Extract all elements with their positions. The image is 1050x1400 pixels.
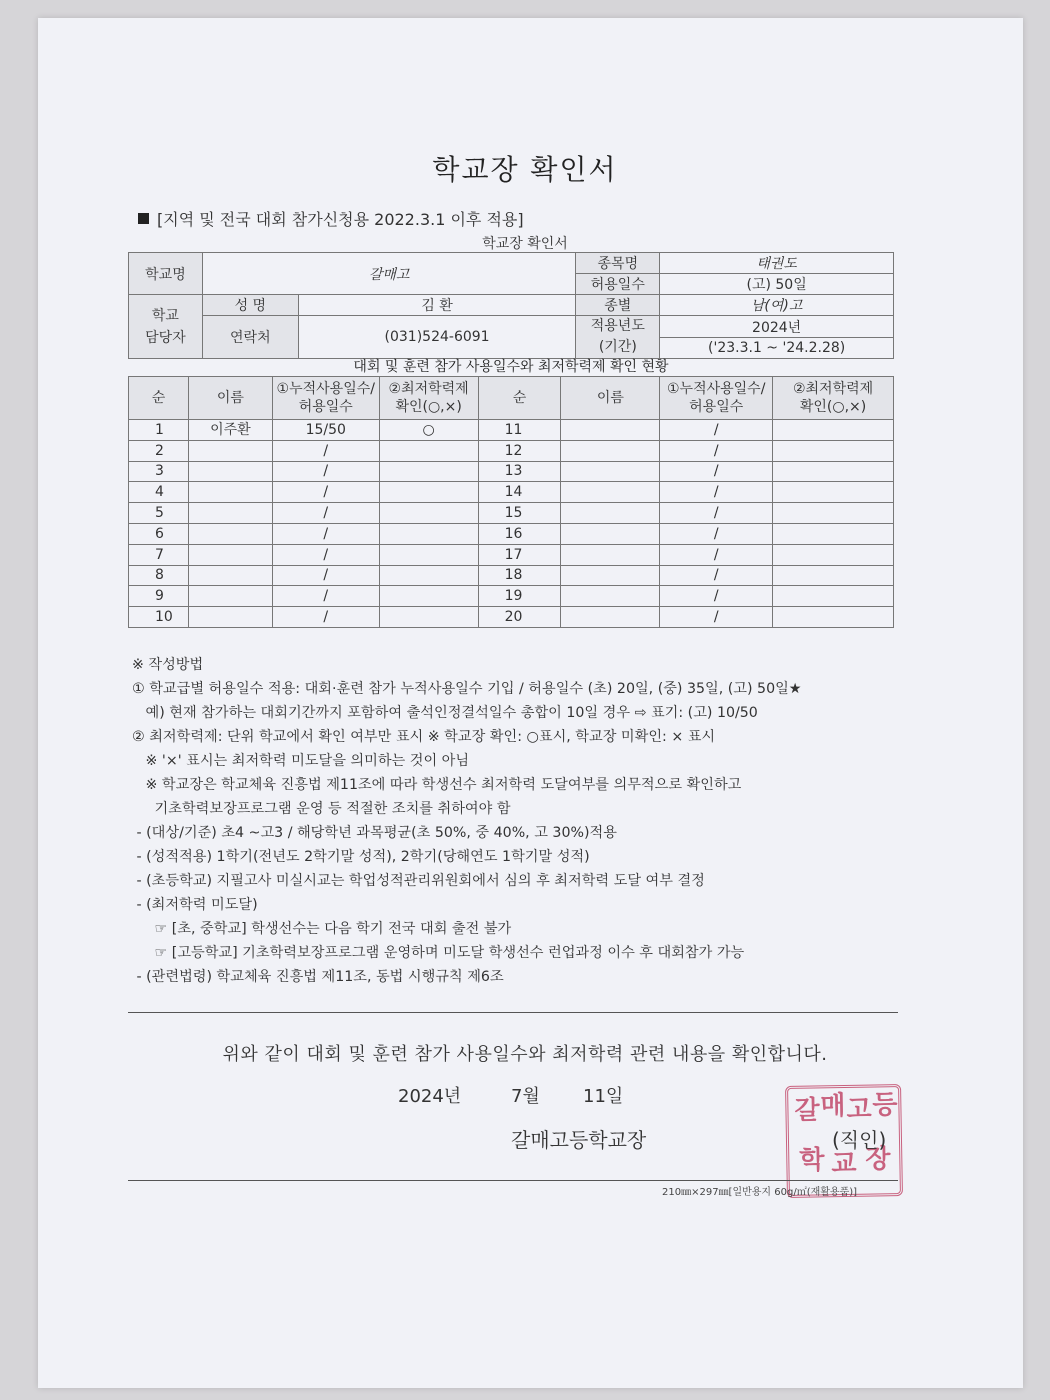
- row-days-2: /: [660, 565, 773, 586]
- instruction-line: 예) 현재 참가하는 대회기간까지 포함하여 출석인정결석일수 총합이 10일 경우 ⇨ 표기: (고) 10/50: [132, 705, 758, 721]
- row-days: /: [272, 523, 379, 544]
- table-row: [129, 565, 894, 586]
- row-number-2: 20: [478, 607, 561, 628]
- instruction-line: ☞ [고등학교] 기초학력보장프로그램 운영하며 미도달 학생선수 런업과정 이수 후 대회참가 가능: [132, 945, 745, 961]
- instruction-line: ☞ [초, 중학교] 학생선수는 다음 학기 전국 대회 출전 불가: [132, 921, 512, 937]
- row-days-2: /: [660, 440, 773, 461]
- confirmation-statement: 위와 같이 대회 및 훈련 참가 사용일수와 최저학력 관련 내용을 확인합니다.: [222, 1044, 828, 1065]
- row-name: [188, 586, 272, 607]
- row-min-grade-check-2: [773, 607, 894, 628]
- row-min-grade-check: [379, 503, 478, 524]
- row-name: [188, 461, 272, 482]
- table-row: [129, 420, 894, 441]
- row-min-grade-check-2: [773, 420, 894, 441]
- table-row: [129, 607, 894, 628]
- row-number-2: 17: [478, 544, 561, 565]
- row-min-grade-check: [379, 607, 478, 628]
- instruction-line: ※ '×' 표시는 최저학력 미도달을 의미하는 것이 아님: [132, 753, 470, 769]
- row-number-2: 18: [478, 565, 561, 586]
- header-name: 이름: [188, 377, 272, 420]
- sport-label: 종목명: [576, 253, 660, 274]
- row-name: [188, 544, 272, 565]
- instruction-line: 기초학력보장프로그램 운영 등 적절한 조치를 취하여야 함: [132, 801, 511, 817]
- instruction-line: ① 학교급별 허용일수 적용: 대회·훈련 참가 누적사용일수 기입 / 허용일수 (초) 20일, (중) 35일, (고) 50일★: [132, 681, 802, 697]
- row-min-grade-check-2: [773, 544, 894, 565]
- row-days: /: [272, 482, 379, 503]
- instruction-line: ② 최저학력제: 단위 학교에서 확인 여부만 표시 ※ 학교장 확인: ○표시, 학교장 미확인: × 표시: [132, 729, 716, 745]
- row-min-grade-check-2: [773, 461, 894, 482]
- row-name-2: [561, 420, 660, 441]
- row-days-2: /: [660, 503, 773, 524]
- header-no: 순: [129, 377, 189, 420]
- row-min-grade-check: [379, 440, 478, 461]
- row-min-grade-check-2: [773, 440, 894, 461]
- seal-glyph: 고: [846, 1094, 872, 1125]
- instruction-line: - (최저학력 미도달): [132, 897, 258, 913]
- allowed-days-label: 허용일수: [576, 274, 660, 295]
- row-number: 1: [129, 420, 189, 441]
- seal-glyph: 학: [799, 1145, 825, 1176]
- year-value: 2024년: [660, 316, 894, 338]
- name-value: 김 환: [298, 295, 576, 316]
- instruction-line: - (관련법령) 학교체육 진흥법 제11조, 동법 시행규칙 제6조: [132, 969, 504, 985]
- header-min-grade-2: [773, 377, 894, 420]
- year-label-line1: 적용년도: [590, 318, 645, 334]
- row-min-grade-check: [379, 544, 478, 565]
- table-row: [129, 440, 894, 461]
- row-number: 6: [129, 523, 189, 544]
- participation-status-table: [128, 376, 894, 628]
- row-number: 7: [129, 544, 189, 565]
- row-number: 4: [129, 482, 189, 503]
- row-name: [188, 523, 272, 544]
- row-days: 15/50: [272, 420, 379, 441]
- staff-label-line2: 담당자: [145, 329, 186, 346]
- header-min-grade: [379, 377, 478, 420]
- principal-title: 갈매고등학교장: [511, 1128, 647, 1152]
- instructions-section: [132, 653, 912, 989]
- row-number: 5: [129, 503, 189, 524]
- row-min-grade-check: [379, 482, 478, 503]
- date-day: 11일: [583, 1086, 624, 1107]
- header-cumulative-line1: ①누적사용일수/: [276, 381, 375, 397]
- row-days: /: [272, 607, 379, 628]
- row-min-grade-check-2: [773, 503, 894, 524]
- row-min-grade-check: [379, 565, 478, 586]
- row-days-2: /: [660, 420, 773, 441]
- table-row: [129, 503, 894, 524]
- table-row: [129, 586, 894, 607]
- row-days: /: [272, 440, 379, 461]
- school-value: 갈매고: [202, 253, 575, 295]
- document-title: 학교장 확인서: [432, 153, 618, 186]
- row-name-2: [561, 586, 660, 607]
- row-min-grade-check-2: [773, 523, 894, 544]
- instruction-line: - (성적적용) 1학기(전년도 2학기말 성적), 2학기(당해연도 1학기말 성적): [132, 849, 590, 865]
- header-cumulative-2-line1: ①누적사용일수/: [667, 381, 766, 397]
- row-name-2: [561, 544, 660, 565]
- staff-label-line1: 학교: [151, 307, 179, 324]
- instruction-line: ※ 작성방법: [132, 657, 204, 673]
- bottom-divider-line: [128, 1180, 898, 1181]
- row-name: [188, 440, 272, 461]
- row-days-2: /: [660, 482, 773, 503]
- row-min-grade-check-2: [773, 586, 894, 607]
- row-min-grade-check: [379, 523, 478, 544]
- row-number: 2: [129, 440, 189, 461]
- seal-glyph: 매: [820, 1090, 846, 1122]
- row-name-2: [561, 565, 660, 586]
- paper-spec: 210㎜×297㎜[일반용지 60g/㎡(재활용품)]: [662, 1187, 858, 1198]
- header-min-grade-line2: 확인(○,×): [395, 399, 462, 415]
- date-month: 7월: [511, 1086, 540, 1107]
- row-name-2: [561, 482, 660, 503]
- divider-line: [128, 1012, 898, 1013]
- header-min-grade-2-line1: ②최저학력제: [792, 381, 874, 397]
- row-days-2: /: [660, 586, 773, 607]
- row-min-grade-check: [379, 461, 478, 482]
- row-number: 9: [129, 586, 189, 607]
- header-cumulative-2-line2: 허용일수: [689, 399, 744, 415]
- instruction-line: - (초등학교) 지필고사 미실시교는 학업성적관리위원회에서 심의 후 최저학력 도달 여부 결정: [132, 873, 705, 889]
- row-number-2: 16: [478, 523, 561, 544]
- square-bullet-icon: [138, 213, 149, 224]
- row-min-grade-check-2: [773, 482, 894, 503]
- row-days: /: [272, 544, 379, 565]
- seal-glyph: 장: [865, 1144, 891, 1175]
- year-label-line2: (기간): [598, 339, 637, 355]
- row-name-2: [561, 607, 660, 628]
- seal-glyph: 교: [831, 1148, 857, 1180]
- row-number-2: 13: [478, 461, 561, 482]
- table-row: [129, 461, 894, 482]
- subtitle-text: [지역 및 전국 대회 참가신청용 2022.3.1 이후 적용]: [157, 210, 524, 229]
- row-days: /: [272, 503, 379, 524]
- seal-glyph: 등: [872, 1090, 898, 1121]
- table-header-row: [129, 377, 894, 420]
- row-days-2: /: [660, 544, 773, 565]
- row-name-2: [561, 461, 660, 482]
- header-min-grade-line1: ②최저학력제: [388, 381, 469, 397]
- row-number-2: 19: [478, 586, 561, 607]
- row-days: /: [272, 461, 379, 482]
- row-name: 이주환: [188, 420, 272, 441]
- document-subtitle: [138, 207, 524, 230]
- row-name: [188, 565, 272, 586]
- gender-value: 남(여)고: [660, 295, 894, 316]
- row-name-2: [561, 440, 660, 461]
- row-min-grade-check: ○: [379, 420, 478, 441]
- contact-label: 연락처: [202, 316, 298, 359]
- row-number: 8: [129, 565, 189, 586]
- row-days-2: /: [660, 461, 773, 482]
- row-number-2: 14: [478, 482, 561, 503]
- seal-glyph: 갈: [794, 1095, 820, 1126]
- header-no-2: 순: [478, 377, 561, 420]
- allowed-days-value: (고) 50일: [660, 274, 894, 295]
- row-days-2: /: [660, 607, 773, 628]
- school-label: 학교명: [129, 253, 203, 295]
- instruction-line: - (대상/기준) 초4 ~고3 / 해당학년 과목평균(초 50%, 중 40%, 고 30%)적용: [132, 825, 617, 841]
- row-name-2: [561, 503, 660, 524]
- status-title: 대회 및 훈련 참가 사용일수와 최저학력제 확인 현황: [353, 359, 669, 375]
- row-name-2: [561, 523, 660, 544]
- staff-label: [129, 295, 203, 359]
- seal-label: (직인): [832, 1128, 887, 1152]
- name-label: 성 명: [202, 295, 298, 316]
- table-caption: 학교장 확인서: [482, 236, 568, 252]
- row-name: [188, 503, 272, 524]
- contact-value: (031)524-6091: [298, 316, 576, 359]
- table-row: [129, 523, 894, 544]
- date-year: 2024년: [398, 1086, 462, 1107]
- instruction-line: ※ 학교장은 학교체육 진흥법 제11조에 따라 학생선수 최저학력 도달여부를 의무적으로 확인하고: [132, 777, 742, 793]
- row-days-2: /: [660, 523, 773, 544]
- row-days: /: [272, 586, 379, 607]
- header-min-grade-2-line2: 확인(○,×): [799, 399, 867, 415]
- period-value: ('23.3.1 ~ '24.2.28): [660, 338, 894, 359]
- header-name-2: 이름: [561, 377, 660, 420]
- table-row: [129, 482, 894, 503]
- year-label: [576, 316, 660, 359]
- gender-label: 종별: [576, 295, 660, 316]
- row-name: [188, 607, 272, 628]
- table-row: [129, 544, 894, 565]
- row-number-2: 15: [478, 503, 561, 524]
- header-cumulative: [272, 377, 379, 420]
- row-number-2: 12: [478, 440, 561, 461]
- sport-value: 태권도: [660, 253, 894, 274]
- row-number: 10: [129, 607, 189, 628]
- row-min-grade-check-2: [773, 565, 894, 586]
- school-info-table: [128, 252, 894, 359]
- row-days: /: [272, 565, 379, 586]
- row-min-grade-check: [379, 586, 478, 607]
- header-cumulative-line2: 허용일수: [298, 399, 353, 415]
- row-number: 3: [129, 461, 189, 482]
- row-name: [188, 482, 272, 503]
- header-cumulative-2: [660, 377, 773, 420]
- row-number-2: 11: [478, 420, 561, 441]
